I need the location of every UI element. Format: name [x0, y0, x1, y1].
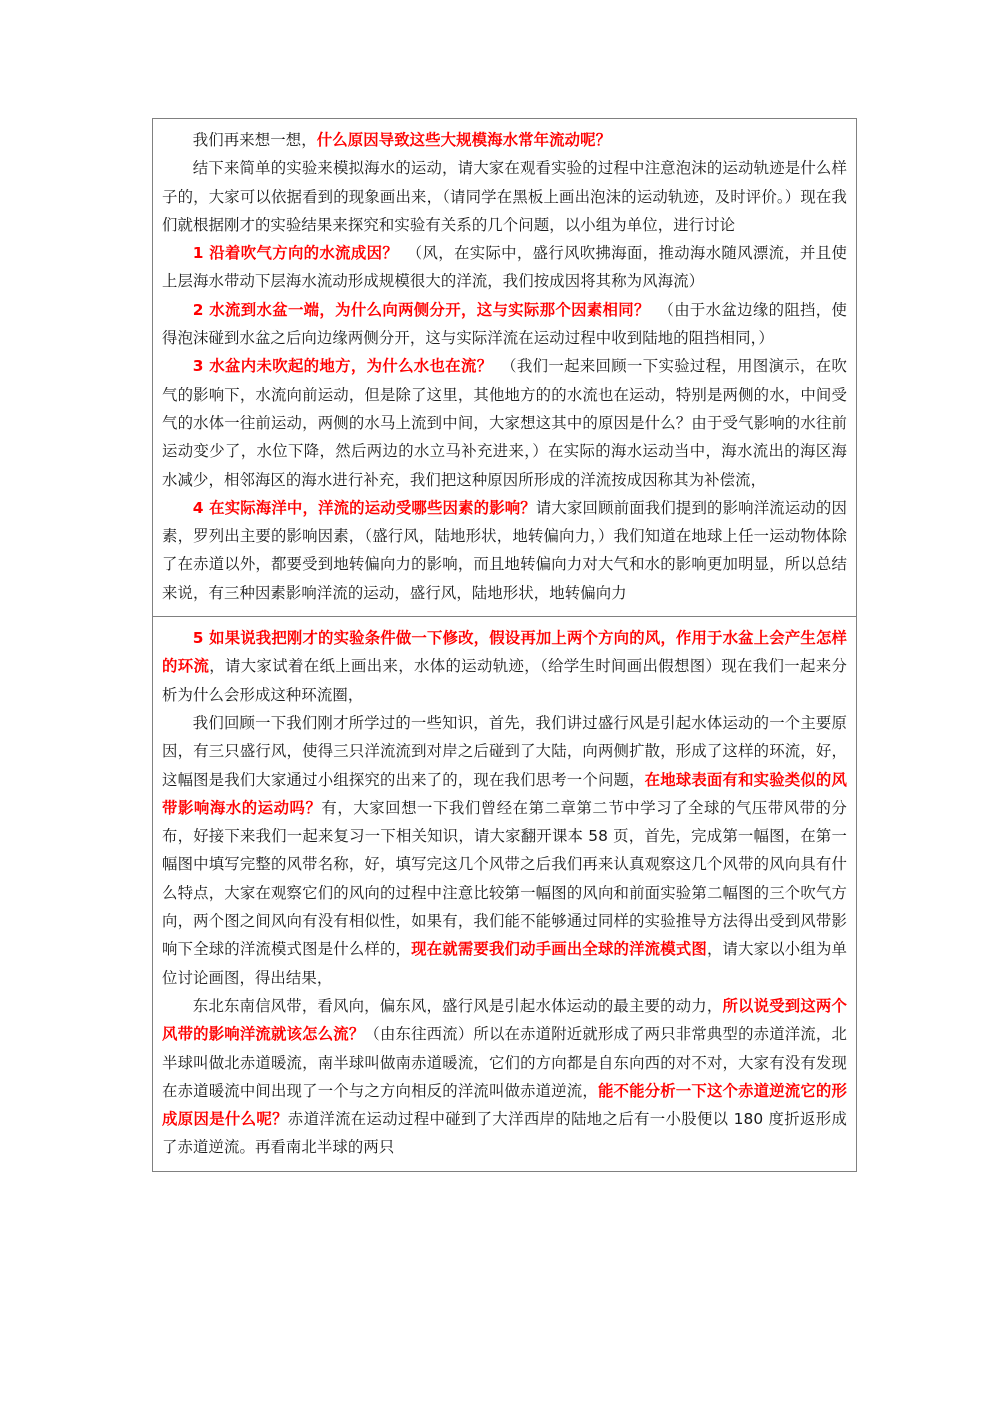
paragraph — [162, 624, 847, 709]
text-run: 请大家回顾前面我们提到的影响洋流运动的因素，罗列出主要的影响因素，（盛行风，陆地形状，地转偏向力，）我们知道在地球上任一运动物体除了在赤道以外，都要受到地转偏向力的影响，而且地转偏向力对大气和水的影响更加明显，所以总结来说，有三种因素影响洋流的运动，盛行风，陆地形状，地转偏向力 — [162, 498, 847, 602]
highlight-question: 2 水流到水盆一端，为什么向两侧分开，这与实际那个因素相同？ — [192, 300, 650, 319]
text-run: 有，大家回想一下我们曾经在第二章第二节中学习了全球的气压带风带的分布，好接下来我们一起来复习一下相关知识，请大家翻开课本 58 页，首先，完成第一幅图，在第一幅图中填写完整的风带名称，好，填写完这几个风带之后我们再来认真观察这几个风带的风向具有什么特点，大家在观察它们的风向的过程中注意比较第一幅图的风向和前面实验第二幅图的三个吹气方向，两个图之间风向有没有相似性，如果有，我们能不能够通过同样的实验推导方法得出受到风带影响下全球的洋流模式图是什么样的， — [162, 798, 847, 959]
text-run: （由东往西流）所以在赤道附近就形成了两只非常典型的赤道洋流，北半球叫做北赤道暖流，南半球叫做南赤道暖流，它们的方向都是自东向西的对不对，大家有没有发现在赤道暖流中间出现了一个与之方向相反的洋流叫做赤道逆流， — [162, 1025, 847, 1100]
table-row — [153, 617, 857, 1172]
table-body — [153, 119, 857, 1172]
paragraph — [162, 352, 847, 493]
highlight-question: 所以说受到这两个风带的影响洋流就该怎么流？ — [162, 996, 847, 1044]
highlight-question: 1 沿着吹气方向的水流成因？ — [192, 244, 399, 263]
text-run: 结下来简单的实验来模拟海水的运动，请大家在观看实验的过程中注意泡沫的运动轨迹是什么样子的，大家可以依据看到的现象画出来，（请同学在黑板上画出泡沫的运动轨迹，及时评价。）现在我们就根据刚才的实验结果来探究和实验有关系的几个问题，以小组为单位，进行讨论 — [162, 159, 847, 234]
paragraph — [162, 709, 847, 992]
text-run: 东北东南信风带，看风向，偏东风，盛行风是引起水体运动的最主要的动力， — [192, 996, 723, 1015]
table-cell-part-one — [153, 119, 857, 617]
highlight-question: 4 在实际海洋中，洋流的运动受哪些因素的影响？ — [192, 498, 536, 517]
highlight-question: 能不能分析一下这个赤道逆流它的形成原因是什么呢？ — [162, 1081, 847, 1129]
highlight-question: 在地球表面有和实验类似的风带影响海水的运动吗？ — [162, 770, 847, 817]
paragraph — [162, 494, 847, 607]
paragraph — [162, 154, 847, 239]
paragraph — [162, 296, 847, 353]
highlight-question: 现在就需要我们动手画出全球的洋流模式图 — [411, 940, 707, 959]
paragraph — [162, 239, 847, 296]
table-row — [153, 119, 857, 617]
highlight-question: 什么原因导致这些大规模海水常年流动呢？ — [316, 131, 612, 149]
text-run: ，请大家以小组为单位讨论画图，得出结果， — [162, 940, 847, 987]
text-run: ，请大家试着在纸上画出来，水体的运动轨迹，（给学生时间画出假想图）现在我们一起来分析为什么会形成这种环流圈， — [162, 657, 847, 704]
text-run: 我们再来想一想， — [192, 131, 317, 149]
text-run: 我们回顾一下我们刚才所学过的一些知识，首先，我们讲过盛行风是引起水体运动的一个主要原因，有三只盛行风，使得三只洋流流到对岸之后碰到了大陆，向两侧扩散，形成了这样的环流，好，这幅图是我们大家通过小组探究的出来了的，现在我们思考一个问题， — [162, 713, 847, 789]
text-run: （风，在实际中，盛行风吹拂海面，推动海水随风漂流，并且使上层海水带动下层海水流动形成规模很大的洋流，我们按成因将其称为风海流） — [162, 244, 847, 291]
table-cell-part-two — [153, 617, 857, 1172]
lesson-plan-table — [152, 118, 857, 1172]
highlight-question: 5 如果说我把刚才的实验条件做一下修改，假设再加上两个方向的风，作用于水盆上会产生怎样的环流 — [162, 629, 847, 676]
text-run: （由于水盆边缘的阻挡，使得泡沫碰到水盆之后向边缘两侧分开，这与实际洋流在运动过程中收到陆地的阻挡相同，） — [162, 300, 847, 348]
paragraph — [162, 992, 847, 1162]
paragraph — [162, 126, 847, 154]
text-run: （我们一起来回顾一下实验过程，用图演示，在吹气的影响下，水流向前运动，但是除了这里，其他地方的的水流也在运动，特别是两侧的水，中间受气的水体一往前运动，两侧的水马上流到中间，大家想这其中的原因是什么？由于受气影响的水往前运动变少了，水位下降，然后两边的水立马补充进来，）在实际的海水运动当中，海水流出的海区海水减少，相邻海区的海水进行补充，我们把这种原因所形成的洋流按成因称其为补偿流， — [162, 357, 847, 489]
text-run: 赤道洋流在运动过程中碰到了大洋西岸的陆地之后有一小股便以 180 度折返形成了赤道逆流。再看南北半球的两只 — [162, 1110, 847, 1157]
highlight-question: 3 水盆内未吹起的地方，为什么水也在流？ — [192, 357, 493, 376]
